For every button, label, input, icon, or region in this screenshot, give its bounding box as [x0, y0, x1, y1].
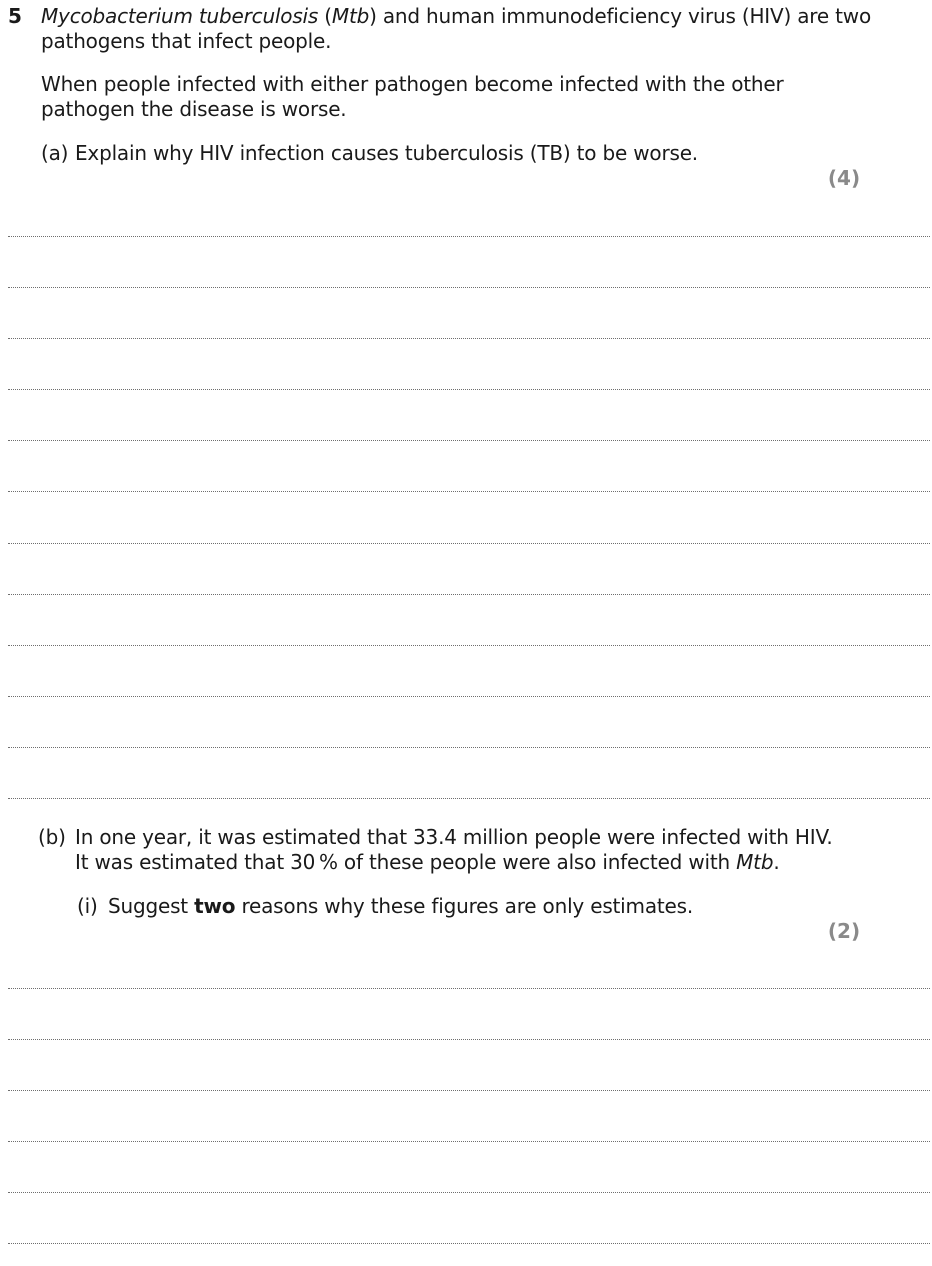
answer-line-a-8[interactable]: [8, 594, 930, 595]
intro-open-paren: (: [318, 4, 332, 28]
part-b-i-marks: (2): [827, 919, 861, 943]
answer-line-a-7[interactable]: [8, 543, 930, 544]
part-b-i-bold: two: [194, 894, 236, 918]
question-intro-line-2: pathogens that infect people.: [41, 29, 332, 53]
answer-line-a-2[interactable]: [8, 287, 930, 288]
answer-line-a-6[interactable]: [8, 491, 930, 492]
intro-italic-abbrev: Mtb: [331, 4, 370, 28]
question-intro-line-1: [41, 4, 871, 29]
part-b-i-suffix: reasons why these figures are only estimates.: [235, 894, 694, 918]
part-a-question: Explain why HIV infection causes tuberculosis (TB) to be worse.: [75, 141, 698, 165]
part-b-label: (b): [38, 825, 66, 849]
answer-line-a-3[interactable]: [8, 338, 930, 339]
answer-line-a-1[interactable]: [8, 236, 930, 237]
part-b-i-prefix: Suggest: [108, 894, 195, 918]
intro-italic-species: Mycobacterium tuberculosis: [41, 4, 319, 28]
part-b-line-2: [75, 850, 780, 875]
part-b-line-1: In one year, it was estimated that 33.4 million people were infected with HIV.: [75, 825, 833, 849]
answer-line-a-5[interactable]: [8, 440, 930, 441]
part-b-line-2-italic: Mtb: [736, 850, 774, 874]
intro-rest: ) and human immunodeficiency virus (HIV) are two: [369, 4, 871, 28]
part-a-marks: (4): [827, 166, 861, 190]
question-number: 5: [8, 4, 22, 28]
answer-line-b-4[interactable]: [8, 1141, 930, 1142]
answer-line-b-5[interactable]: [8, 1192, 930, 1193]
answer-line-b-3[interactable]: [8, 1090, 930, 1091]
part-b-line-2-suffix: .: [773, 850, 780, 874]
answer-line-a-12[interactable]: [8, 798, 930, 799]
part-b-line-2-prefix: It was estimated that 30 % of these people were also infected with: [75, 850, 737, 874]
part-a-label: (a): [41, 141, 69, 165]
answer-line-b-6[interactable]: [8, 1243, 930, 1244]
answer-line-b-1[interactable]: [8, 988, 930, 989]
answer-line-a-11[interactable]: [8, 747, 930, 748]
answer-line-a-9[interactable]: [8, 645, 930, 646]
answer-line-a-10[interactable]: [8, 696, 930, 697]
part-b-i-question: [108, 894, 693, 919]
question-context-line-2: pathogen the disease is worse.: [41, 97, 347, 121]
part-b-i-label: (i): [77, 894, 98, 918]
question-context-line-1: When people infected with either pathogen become infected with the other: [41, 72, 784, 96]
answer-line-a-4[interactable]: [8, 389, 930, 390]
answer-line-b-2[interactable]: [8, 1039, 930, 1040]
